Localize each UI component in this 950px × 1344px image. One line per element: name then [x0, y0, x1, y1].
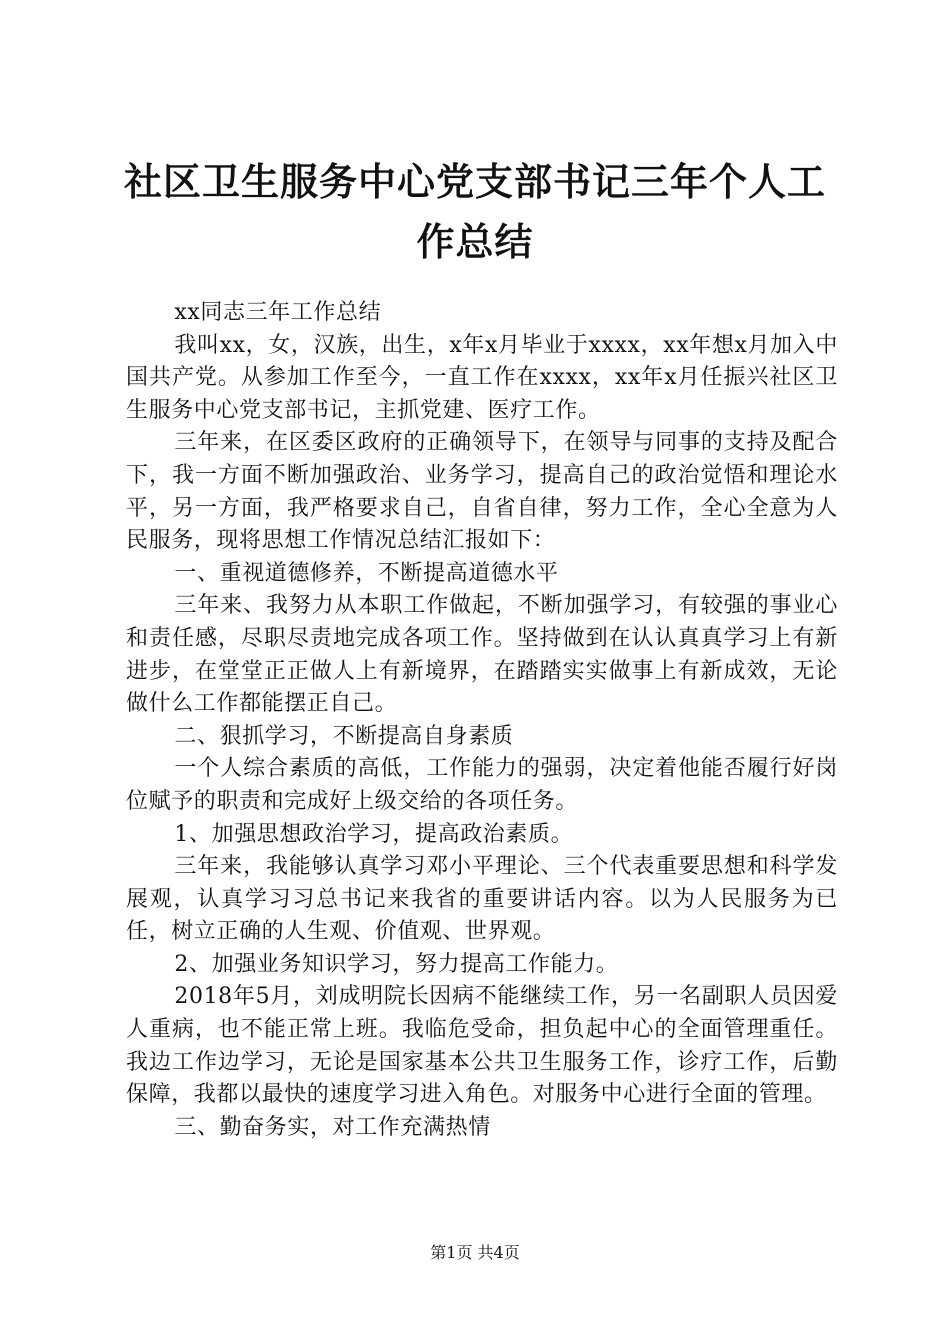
- section-heading-1: 一、重视道德修养，不断提高道德水平: [174, 560, 559, 586]
- paragraph-intro: 我叫xx，女，汉族，出生，x年x月毕业于xxxx，xx年想x月加入中国共产党。从参加工作至今，一直工作在xxxx，xx年x月任振兴社区卫生服务中心党支部书记，主抓党建、医疗工作。: [126, 332, 838, 423]
- document-body: [126, 297, 838, 1144]
- subsection-heading-1: 1、加强思想政治学习，提高政治素质。: [174, 821, 574, 847]
- subsection-heading-2: 2、加强业务知识学习，努力提高工作能力。: [174, 951, 619, 977]
- paragraph-subsection-2: 2018年5月，刘成明院长因病不能继续工作，另一名副职人员因爱人重病，也不能正常上班。我临危受命，担负起中心的全面管理重任。我边工作边学习，无论是国家基本公共卫生服务工作，诊疗工作，后勤保障，我都以最快的速度学习进入角色。对服务中心进行全面的管理。: [126, 984, 838, 1108]
- paragraph-subtitle: xx同志三年工作总结: [174, 300, 382, 325]
- paragraph-overview: 三年来，在区委区政府的正确领导下，在领导与同事的支持及配合下，我一方面不断加强政治、业务学习，提高自己的政治觉悟和理论水平，另一方面，我严格要求自己，自省自律，努力工作，全心全意为人民服务，现将思想工作情况总结汇报如下：: [126, 430, 838, 554]
- section-heading-2: 二、狠抓学习，不断提高自身素质: [174, 723, 514, 749]
- paragraph-subsection-1: 三年来，我能够认真学习邓小平理论、三个代表重要思想和科学发展观，认真学习习总书记来我省的重要讲话内容。以为人民服务为已任，树立正确的人生观、价值观、世界观。: [126, 854, 838, 945]
- paragraph-section-1: 三年来、我努力从本职工作做起，不断加强学习，有较强的事业心和责任感，尽职尽责地完成各项工作。坚持做到在认认真真学习上有新进步，在堂堂正正做人上有新境界，在踏踏实实做事上有新成效，无论做什么工作都能摆正自己。: [126, 593, 838, 717]
- document-title: 社区卫生服务中心党支部书记三年个人工作总结: [123, 160, 826, 264]
- page-footer: 第1页 共4页: [430, 1243, 520, 1262]
- paragraph-section-2: 一个人综合素质的高低，工作能力的强弱，决定着他能否履行好岗位赋予的职责和完成好上级交给的各项任务。: [126, 756, 838, 814]
- section-heading-3: 三、勤奋务实，对工作充满热情: [174, 1114, 491, 1140]
